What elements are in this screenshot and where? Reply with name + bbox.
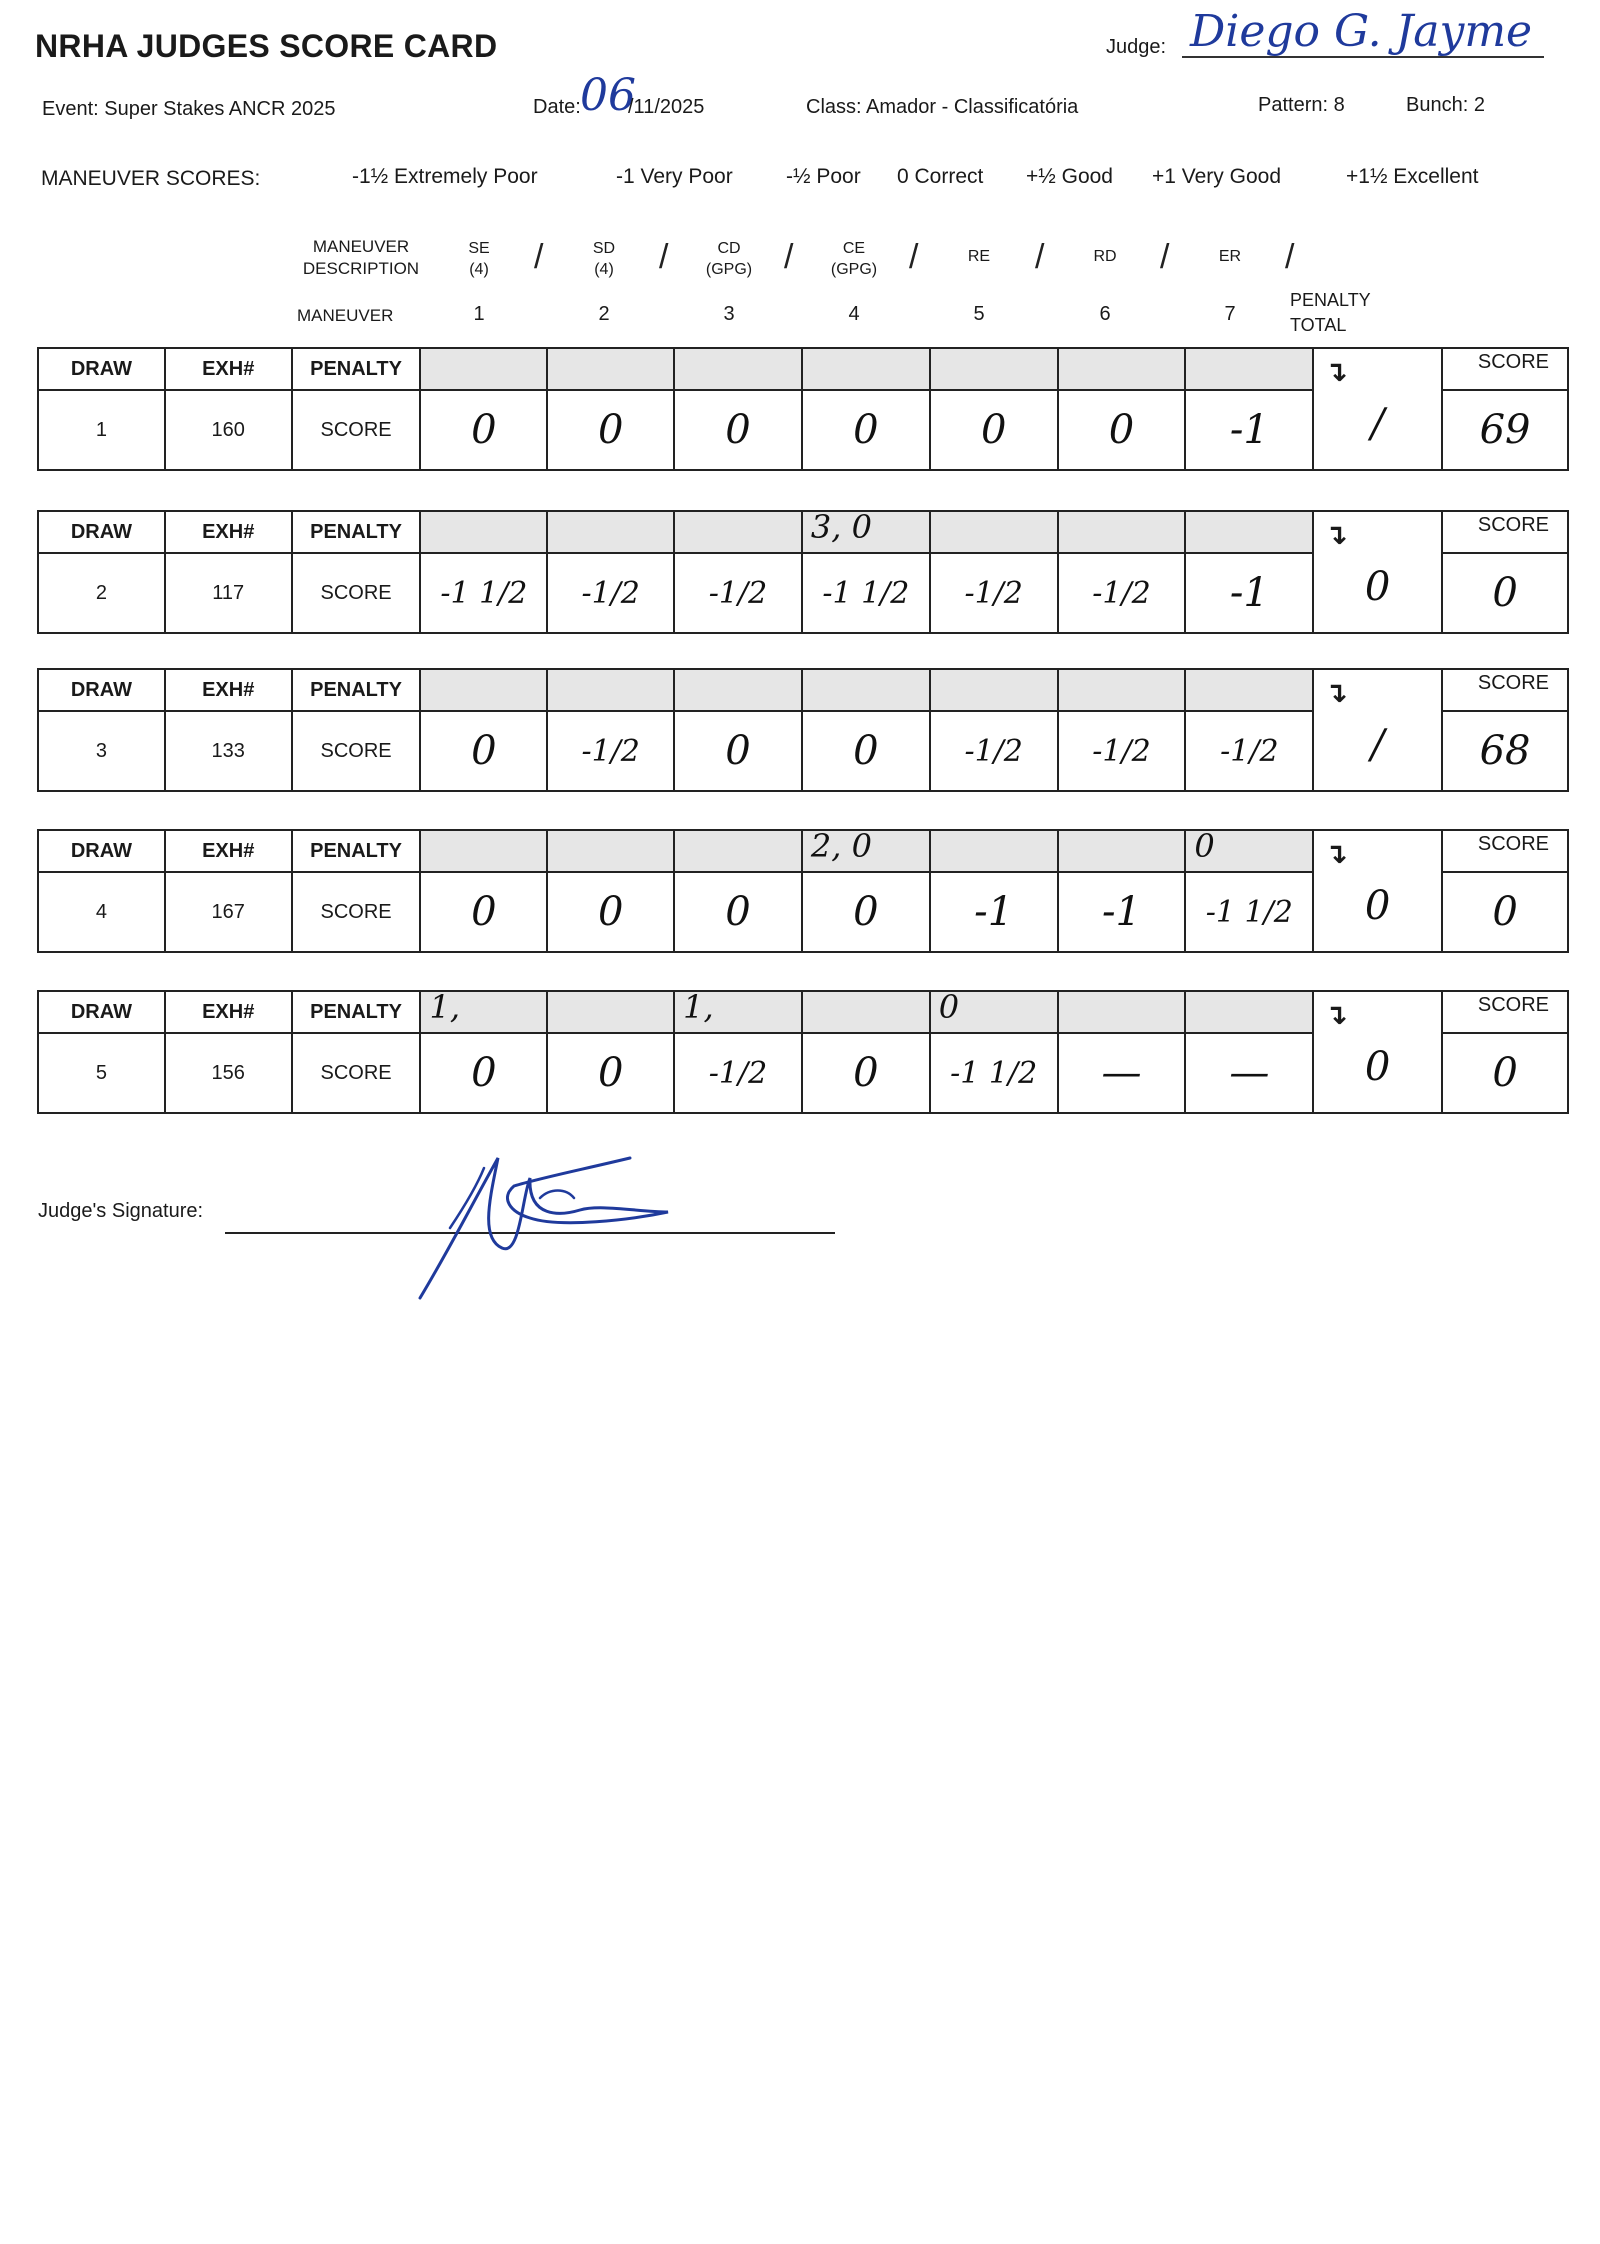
maneuver-number: 2 (598, 303, 610, 325)
carry-arrow-icon: ↴ (1324, 356, 1348, 387)
maneuver-heading: SE (4) (468, 240, 490, 278)
card-title: NRHA JUDGES SCORE CARD (35, 28, 498, 64)
scale-item: -½ Poor (786, 165, 861, 188)
draw-header: DRAW (38, 830, 165, 872)
carry-arrow-icon: ↴ (1324, 519, 1348, 550)
maneuver-score-value: -1/2 (581, 575, 640, 611)
judge-signature (410, 1138, 690, 1308)
maneuver-score-value: — (1229, 1050, 1270, 1096)
maneuver-score-cell (547, 711, 674, 791)
heading-divider: / (784, 238, 794, 276)
exh-header: EXH# (165, 991, 292, 1033)
draw-number: 5 (38, 1033, 165, 1113)
final-score-value: 0 (1492, 1050, 1518, 1096)
maneuver-score-value: 0 (853, 407, 879, 453)
score-column-label: SCORE (1477, 833, 1549, 855)
heading-divider: / (909, 238, 919, 276)
penalty-header: PENALTY (292, 348, 421, 390)
maneuver-score-cell (1058, 390, 1186, 470)
maneuver-score-cell (420, 1033, 547, 1113)
maneuver-score-cell (1058, 1033, 1186, 1113)
penalty-cell (674, 988, 802, 1033)
draw-table (37, 510, 1569, 634)
maneuver-score-value: -1/2 (1092, 733, 1151, 769)
heading-divider: / (659, 238, 669, 276)
penalty-cell (802, 348, 930, 390)
final-score-cell (1442, 553, 1568, 633)
penalty-total-cell (1313, 669, 1442, 791)
penalty-total-cell (1313, 511, 1442, 633)
final-score-cell (1442, 872, 1568, 952)
draw-header: DRAW (38, 991, 165, 1033)
final-score-value: 68 (1479, 728, 1531, 774)
exh-number: 160 (165, 390, 292, 470)
maneuver-score-cell (802, 1033, 930, 1113)
score-column-label: SCORE (1477, 672, 1549, 694)
draw-table (37, 347, 1569, 471)
score-row-label: SCORE (292, 390, 421, 470)
maneuver-score-value: 0 (471, 889, 497, 935)
maneuver-heading: CD (GPG) (705, 240, 753, 278)
score-column-label: SCORE (1477, 351, 1549, 373)
final-score-cell (1442, 711, 1568, 791)
exh-number: 117 (165, 553, 292, 633)
heading-divider: / (1035, 238, 1045, 276)
final-score-cell (1442, 390, 1568, 470)
penalty-total-value: 0 (1364, 1044, 1391, 1090)
penalty-cell (1058, 830, 1186, 872)
maneuver-score-cell (930, 711, 1058, 791)
penalty-value: 0 (938, 988, 960, 1026)
maneuver-heading: SD (4) (592, 240, 616, 278)
maneuver-number: 5 (973, 303, 985, 325)
maneuver-score-value: 0 (597, 407, 624, 453)
draw-table (37, 990, 1569, 1114)
judge-label: Judge: (1106, 36, 1167, 58)
penalty-total-value: 0 (1364, 564, 1391, 610)
score-header (1442, 511, 1568, 553)
penalty-total-heading: PENALTY TOTAL (1290, 290, 1371, 336)
penalty-cell (930, 348, 1058, 390)
maneuver-score-value: 0 (853, 728, 879, 774)
date-day: 06 (580, 70, 636, 121)
maneuver-score-cell (547, 390, 674, 470)
draw-number: 4 (38, 872, 165, 952)
penalty-cell (1058, 511, 1186, 553)
maneuver-score-value: -1 (1229, 570, 1269, 616)
penalty-cell (1058, 669, 1186, 711)
maneuver-score-cell (674, 711, 802, 791)
maneuver-score-value: 0 (597, 1050, 624, 1096)
maneuver-score-cell (1185, 390, 1313, 470)
maneuver-num-label: MANEUVER (297, 306, 394, 325)
penalty-cell (674, 830, 802, 872)
score-row-label: SCORE (292, 711, 421, 791)
penalty-cell (1058, 991, 1186, 1033)
draw-header: DRAW (38, 669, 165, 711)
maneuver-score-value: -1 1/2 (440, 575, 528, 611)
maneuver-score-value: -1/2 (964, 733, 1023, 769)
maneuver-score-value: -1/2 (581, 733, 640, 769)
penalty-total-cell (1313, 348, 1442, 470)
penalty-total-cell (1313, 830, 1442, 952)
penalty-value: 0 (1194, 827, 1215, 865)
final-score-value: 0 (1492, 889, 1518, 935)
maneuver-score-cell (930, 390, 1058, 470)
penalty-total-value: / (1370, 401, 1385, 447)
penalty-cell (930, 669, 1058, 711)
maneuver-heading: CE (GPG) (830, 240, 878, 278)
draw-number: 3 (38, 711, 165, 791)
maneuver-score-cell (547, 553, 674, 633)
score-column-label: SCORE (1477, 514, 1549, 536)
penalty-cell (547, 991, 674, 1033)
maneuver-heading: RE (967, 248, 991, 265)
maneuver-score-cell (420, 390, 547, 470)
maneuver-score-cell (674, 1033, 802, 1113)
maneuver-heading: ER (1218, 248, 1242, 265)
maneuver-score-cell (674, 553, 802, 633)
maneuver-number: 6 (1099, 303, 1111, 325)
maneuver-score-cell (1058, 711, 1186, 791)
maneuver-score-value: -1/2 (1220, 733, 1279, 769)
scale-item: -1 Very Poor (616, 165, 733, 188)
carry-arrow-icon: ↴ (1324, 999, 1348, 1030)
class-name: Class: Amador - Classificatória (806, 96, 1079, 118)
maneuver-score-value: -1/2 (708, 575, 768, 611)
penalty-cell (1185, 669, 1313, 711)
judge-name-line (1182, 56, 1544, 58)
penalty-total-value: / (1370, 722, 1385, 768)
penalty-cell (674, 669, 802, 711)
maneuver-score-cell (802, 872, 930, 952)
penalty-cell (420, 669, 547, 711)
score-row-label: SCORE (292, 553, 421, 633)
penalty-cell (930, 511, 1058, 553)
maneuver-score-cell (674, 390, 802, 470)
maneuver-score-value: 0 (1108, 407, 1135, 453)
pattern-number: Pattern: 8 (1258, 94, 1345, 116)
score-header (1442, 348, 1568, 390)
maneuver-number: 1 (473, 303, 485, 325)
penalty-value: 1, (429, 988, 460, 1026)
penalty-cell (802, 508, 930, 553)
penalty-cell (547, 348, 674, 390)
maneuver-score-value: 0 (471, 407, 497, 453)
exh-number: 133 (165, 711, 292, 791)
penalty-header: PENALTY (292, 991, 421, 1033)
maneuver-score-value: 0 (853, 889, 879, 935)
maneuver-score-value: -1 1/2 (950, 1055, 1038, 1091)
bunch-number: Bunch: 2 (1406, 94, 1485, 116)
maneuver-score-cell (930, 553, 1058, 633)
penalty-cell (420, 830, 547, 872)
maneuver-score-value: 0 (725, 889, 751, 935)
penalty-total-cell (1313, 991, 1442, 1113)
maneuver-score-value: -1 (1229, 407, 1269, 453)
maneuver-score-cell (930, 872, 1058, 952)
penalty-value: 2, 0 (810, 827, 872, 865)
penalty-cell (1185, 348, 1313, 390)
maneuver-score-cell (547, 872, 674, 952)
maneuver-score-value: -1/2 (964, 575, 1023, 611)
maneuver-score-cell (547, 1033, 674, 1113)
draw-table (37, 829, 1569, 953)
scale-item: +1 Very Good (1152, 165, 1282, 188)
maneuver-score-cell (1185, 1033, 1313, 1113)
penalty-cell (802, 669, 930, 711)
maneuver-score-value: 0 (980, 407, 1007, 453)
penalty-cell (420, 348, 547, 390)
maneuver-number: 3 (723, 303, 735, 325)
penalty-value: 1, (683, 988, 714, 1026)
maneuver-score-cell (420, 872, 547, 952)
maneuver-score-value: -1 1/2 (822, 575, 910, 611)
maneuver-score-cell (1058, 872, 1186, 952)
score-header (1442, 669, 1568, 711)
maneuver-score-value: -1 (974, 889, 1014, 935)
maneuver-score-value: 0 (471, 728, 497, 774)
heading-divider: / (1160, 238, 1170, 276)
judge-name: Diego G. Jayme (1190, 6, 1533, 57)
maneuver-score-value: -1 (1102, 889, 1141, 935)
maneuver-score-cell (420, 553, 547, 633)
penalty-value: 3, 0 (810, 508, 872, 546)
heading-divider: / (534, 238, 544, 276)
carry-arrow-icon: ↴ (1324, 677, 1348, 708)
date-rest: /11/2025 (628, 96, 705, 118)
final-score-cell (1442, 1033, 1568, 1113)
penalty-header: PENALTY (292, 830, 421, 872)
exh-number: 156 (165, 1033, 292, 1113)
score-row-label: SCORE (292, 1033, 421, 1113)
maneuver-score-cell (674, 872, 802, 952)
date-label: Date: (533, 96, 581, 118)
maneuver-score-cell (1058, 553, 1186, 633)
maneuver-score-value: 0 (597, 889, 624, 935)
maneuver-score-cell (802, 711, 930, 791)
maneuver-score-value: 0 (725, 728, 751, 774)
score-header (1442, 991, 1568, 1033)
penalty-cell (547, 511, 674, 553)
penalty-cell (674, 348, 802, 390)
exh-header: EXH# (165, 511, 292, 553)
event-name: Event: Super Stakes ANCR 2025 (42, 98, 336, 120)
final-score-value: 69 (1479, 407, 1531, 453)
maneuver-number: 7 (1224, 303, 1236, 325)
exh-header: EXH# (165, 348, 292, 390)
draw-number: 2 (38, 553, 165, 633)
maneuver-score-value: 0 (853, 1050, 879, 1096)
penalty-cell (1185, 511, 1313, 553)
score-column-label: SCORE (1477, 994, 1549, 1016)
maneuver-score-value: 0 (725, 407, 751, 453)
maneuver-score-cell (1185, 553, 1313, 633)
draw-table (37, 668, 1569, 792)
maneuver-score-value: -1/2 (1092, 575, 1151, 611)
penalty-cell (802, 991, 930, 1033)
final-score-value: 0 (1492, 570, 1518, 616)
maneuver-score-cell (802, 553, 930, 633)
exh-number: 167 (165, 872, 292, 952)
maneuver-score-value: -1/2 (708, 1055, 768, 1091)
scale-label: MANEUVER SCORES: (41, 167, 261, 190)
maneuver-score-value: 0 (471, 1050, 497, 1096)
scale-item: +½ Good (1026, 165, 1113, 188)
exh-header: EXH# (165, 669, 292, 711)
maneuver-score-value: -1 1/2 (1205, 894, 1293, 930)
penalty-header: PENALTY (292, 511, 421, 553)
penalty-cell (547, 669, 674, 711)
score-row-label: SCORE (292, 872, 421, 952)
penalty-header: PENALTY (292, 669, 421, 711)
score-header (1442, 830, 1568, 872)
maneuver-score-value: — (1101, 1050, 1142, 1096)
penalty-cell (1058, 348, 1186, 390)
penalty-cell (1185, 827, 1313, 872)
exh-header: EXH# (165, 830, 292, 872)
penalty-cell (930, 988, 1058, 1033)
penalty-cell (420, 988, 547, 1033)
penalty-cell (1185, 991, 1313, 1033)
scale-item: -1½ Extremely Poor (352, 165, 538, 188)
maneuver-score-cell (930, 1033, 1058, 1113)
penalty-total-value: 0 (1364, 883, 1391, 929)
maneuver-desc-label: MANEUVER DESCRIPTION (302, 237, 420, 279)
scale-item: +1½ Excellent (1346, 165, 1479, 188)
draw-header: DRAW (38, 348, 165, 390)
draw-number: 1 (38, 390, 165, 470)
maneuver-score-cell (1185, 872, 1313, 952)
penalty-cell (930, 830, 1058, 872)
penalty-cell (547, 830, 674, 872)
maneuver-score-cell (1185, 711, 1313, 791)
scale-item: 0 Correct (897, 165, 984, 188)
maneuver-score-cell (802, 390, 930, 470)
maneuver-score-cell (420, 711, 547, 791)
carry-arrow-icon: ↴ (1324, 838, 1348, 869)
penalty-cell (674, 511, 802, 553)
draw-header: DRAW (38, 511, 165, 553)
penalty-cell (802, 827, 930, 872)
heading-divider: / (1285, 238, 1295, 276)
maneuver-number: 4 (848, 303, 860, 325)
penalty-cell (420, 511, 547, 553)
signature-label: Judge's Signature: (38, 1200, 204, 1222)
maneuver-heading: RD (1093, 248, 1117, 265)
